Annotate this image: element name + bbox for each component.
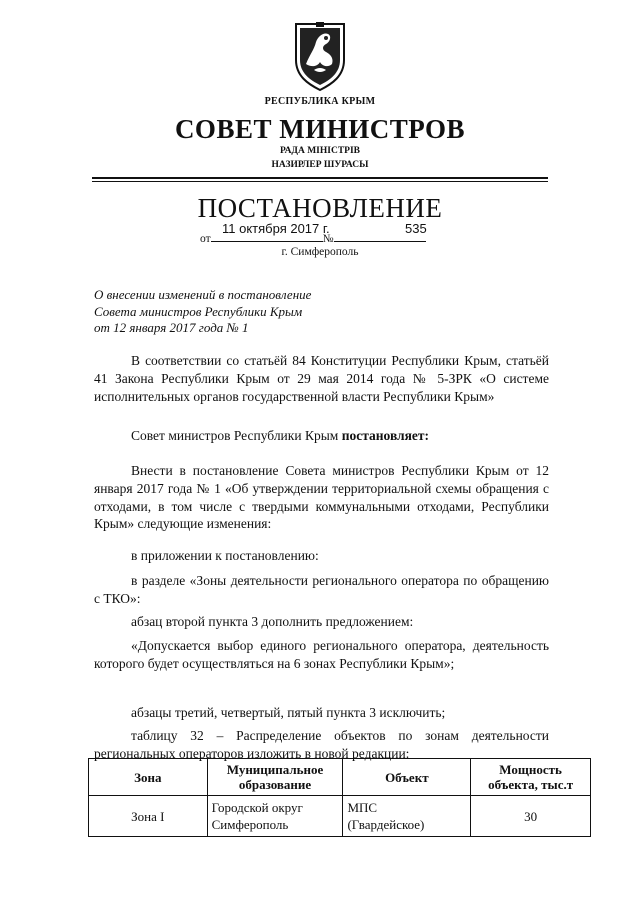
title-line: от 12 января 2017 года № 1 xyxy=(94,320,249,335)
resolves-text: Совет министров Республики Крым xyxy=(131,428,342,443)
title-line: О внесении изменений в постановление xyxy=(94,287,312,302)
cell-municipal xyxy=(207,796,343,837)
header-municipal-line: образование xyxy=(238,777,312,792)
paragraph-section: в разделе «Зоны деятельности регионального оператора по обращению с ТКО»: xyxy=(94,573,549,606)
paragraph-appendix: в приложении к постановлению: xyxy=(131,548,319,563)
header-municipal-line: Муниципальное xyxy=(226,762,324,777)
council-title: СОВЕТ МИНИСТРОВ xyxy=(174,114,466,144)
cell-object-line: МПС xyxy=(347,800,378,815)
council-title-crimean-tatar: НАЗИРЛЕР ШУРАСЫ xyxy=(271,160,369,170)
header-object: Объект xyxy=(343,759,471,796)
header-municipal xyxy=(207,759,343,796)
ot-label: от xyxy=(200,233,211,245)
title-line: Совета министров Республики Крым xyxy=(94,303,303,319)
crimea-emblem-icon xyxy=(292,20,348,92)
paragraph-table-intro: таблицу 32 – Распределение объектов по зонам деятельности региональных операторов изложить в новой редакции: xyxy=(94,728,549,761)
header-capacity xyxy=(471,759,591,796)
cell-capacity: 30 xyxy=(471,796,591,837)
date-number-line xyxy=(200,231,426,245)
city-label: г. Симферополь xyxy=(281,246,359,258)
header-zone: Зона xyxy=(89,759,208,796)
date-underline xyxy=(211,231,323,242)
table-header-row xyxy=(89,759,591,796)
table-row xyxy=(89,796,591,837)
paragraph-exclude: абзацы третий, четвертый, пятый пункта 3 исключить; xyxy=(131,705,446,720)
council-title-ukrainian: РАДА МІНІСТРІВ xyxy=(279,146,360,156)
republic-label: РЕСПУБЛИКА КРЫМ xyxy=(264,96,376,107)
cell-municipal-line: Симферополь xyxy=(211,817,289,832)
number-underline xyxy=(334,231,426,242)
paragraph-legal-basis: В соответствии со статьёй 84 Конституции Республики Крым, статьёй 41 Закона Республики Крым от 29 мая 2014 года № 5-ЗРК «О системе исполнительных органов государственной власти Республики Крым» xyxy=(94,353,549,404)
cell-zone: Зона I xyxy=(89,796,208,837)
paragraph-amendment: Внести в постановление Совета министров Республики Крым от 12 января 2017 года № 1 «Об утверждении территориальной схемы обращения с отходами, в том числе с твердыми коммунальными отходами, Республики Крым» следующие изменения: xyxy=(94,463,549,532)
header-divider-thick xyxy=(92,177,548,179)
header-capacity-line: Мощность xyxy=(499,762,562,777)
paragraph-resolves xyxy=(94,427,549,445)
decree-heading: ПОСТАНОВЛЕНИЕ xyxy=(197,193,443,223)
zones-table xyxy=(88,758,591,837)
cell-municipal-line: Городской округ xyxy=(211,800,303,815)
cell-object xyxy=(343,796,471,837)
number-label: № xyxy=(322,233,334,245)
decree-number-handwritten: 535 xyxy=(405,221,427,236)
decree-date-handwritten: 11 октября 2017 г. xyxy=(222,221,330,236)
header-divider-thin xyxy=(92,181,548,182)
cell-object-line: (Гвардейское) xyxy=(347,817,425,832)
paragraph-quote: «Допускается выбор единого регионального оператора, деятельность которого будет осуществляться на 6 зонах Республики Крым»; xyxy=(94,638,549,671)
resolves-keyword: постановляет: xyxy=(341,428,430,443)
header-capacity-line: объекта, тыс.т xyxy=(488,777,574,792)
paragraph-add-sentence: абзац второй пункта 3 дополнить предложением: xyxy=(131,614,414,629)
document-title xyxy=(94,287,414,337)
